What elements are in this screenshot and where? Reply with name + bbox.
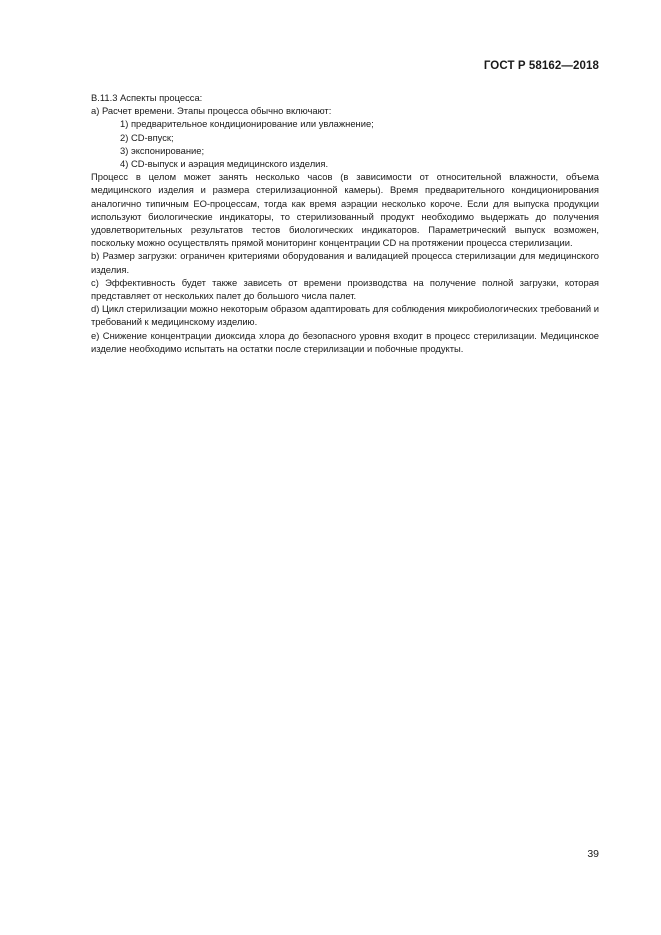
list-item-a: а) Расчет времени. Этапы процесса обычно включают: xyxy=(91,105,332,117)
list-item-b: b) Размер загрузки: ограничен критериями оборудования и валидацией процесса стерилизации для медицинского изделия. xyxy=(91,250,599,275)
document-header: ГОСТ Р 58162—2018 xyxy=(483,60,599,72)
list-item-c: c) Эффективность будет также зависеть от времени производства на получение полной загрузки, которая представляет от нескольких палет до большого числа палет. xyxy=(91,276,599,302)
page-number: 39 xyxy=(587,848,599,860)
list-item-d: d) Цикл стерилизации можно некоторым образом адаптировать для соблюдения микробиологических требований и требований к медицинскому изделию. xyxy=(91,303,599,328)
document-body xyxy=(91,91,599,355)
step-item: 1) предварительное кондиционирование или увлажнение; xyxy=(120,118,374,130)
section-heading: В.11.3 Аспекты процесса: xyxy=(91,92,203,103)
process-paragraph: Процесс в целом может занять несколько часов (в зависимости от относительной влажности, объема медицинского изделия и размера стерилизационной камеры). Время предварительного кондиционирования аналогично типичным ЕО-процессам, тогда как время аэрации несколько короче. Если для выпуска продукции используют биологические индикаторы, то стерилизованный продукт необходимо выдержать до получения удовлетворительных результатов тестов биологических индикаторов. Параметрический выпуск возможен, поскольку можно осуществлять прямой мониторинг концентрации CD на протяжении процесса стерилизации. xyxy=(91,171,599,249)
step-item: 4) CD-выпуск и аэрация медицинского изделия. xyxy=(120,158,329,170)
step-item: 3) экспонирование; xyxy=(120,144,205,156)
step-item: 2) CD-впуск; xyxy=(120,131,174,143)
list-item-e: e) Снижение концентрации диоксида хлора до безопасного уровня входит в процесс стерилизации. Медицинское изделие необходимо испытать на остатки после стерилизации и побочные продукты. xyxy=(91,329,599,354)
